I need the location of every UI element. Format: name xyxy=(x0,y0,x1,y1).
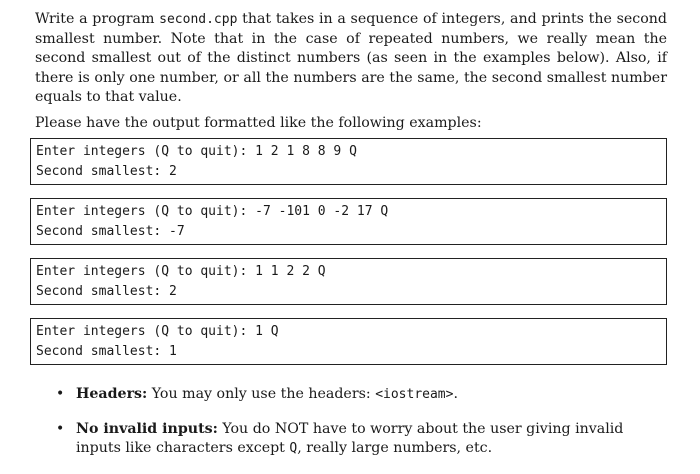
example-input-line: Enter integers (Q to quit): 1 Q xyxy=(36,324,279,339)
bullet-invalid-label: No invalid inputs: xyxy=(76,420,218,437)
problem-description xyxy=(35,10,667,108)
bullet-headers xyxy=(56,385,668,405)
bullet-invalid-inputs xyxy=(56,420,668,459)
bullet-invalid-code: Q xyxy=(289,441,298,456)
example-input-line: Enter integers (Q to quit): 1 2 1 8 8 9 Q xyxy=(36,144,357,159)
example-box-3 xyxy=(30,258,667,305)
bullet-headers-code: <iostream> xyxy=(375,387,454,402)
bullet-dot-icon: • xyxy=(56,386,65,402)
bullet-headers-text: You may only use the headers: xyxy=(147,386,376,402)
example-input-line: Enter integers (Q to quit): -7 -101 0 -2 17 Q xyxy=(36,204,389,219)
example-box-1 xyxy=(30,138,667,185)
bullet-dot-icon: • xyxy=(56,420,65,437)
format-note: Please have the output formatted like the following examples: xyxy=(35,115,482,131)
requirements-list xyxy=(56,385,668,474)
intro-text-1: Write a program xyxy=(35,11,160,27)
bullet-invalid-text-1: You do NOT have to worry about the user giving invalid inputs like characters except xyxy=(76,420,624,456)
example-output-line: Second smallest: 1 xyxy=(36,344,177,359)
example-output-line: Second smallest: 2 xyxy=(36,284,177,299)
bullet-headers-end: . xyxy=(453,386,458,402)
example-box-4 xyxy=(30,318,667,365)
bullet-headers-label: Headers: xyxy=(76,386,148,402)
example-output-line: Second smallest: -7 xyxy=(36,224,185,239)
example-box-2 xyxy=(30,198,667,245)
example-input-line: Enter integers (Q to quit): 1 1 2 2 Q xyxy=(36,264,326,279)
intro-text-2: that takes in a sequence of integers, and prints the second smallest number. Note that in the case of repeated numbers, we really mean the second smallest out of the distinct numbers (as seen in the examples below). Also, if there is only one number, or all the numbers are the same, the second smallest number equals to that value. xyxy=(35,11,667,105)
filename-code: second.cpp xyxy=(159,12,238,27)
bullet-invalid-text-2: , really large numbers, etc. xyxy=(297,440,493,456)
example-output-line: Second smallest: 2 xyxy=(36,164,177,179)
